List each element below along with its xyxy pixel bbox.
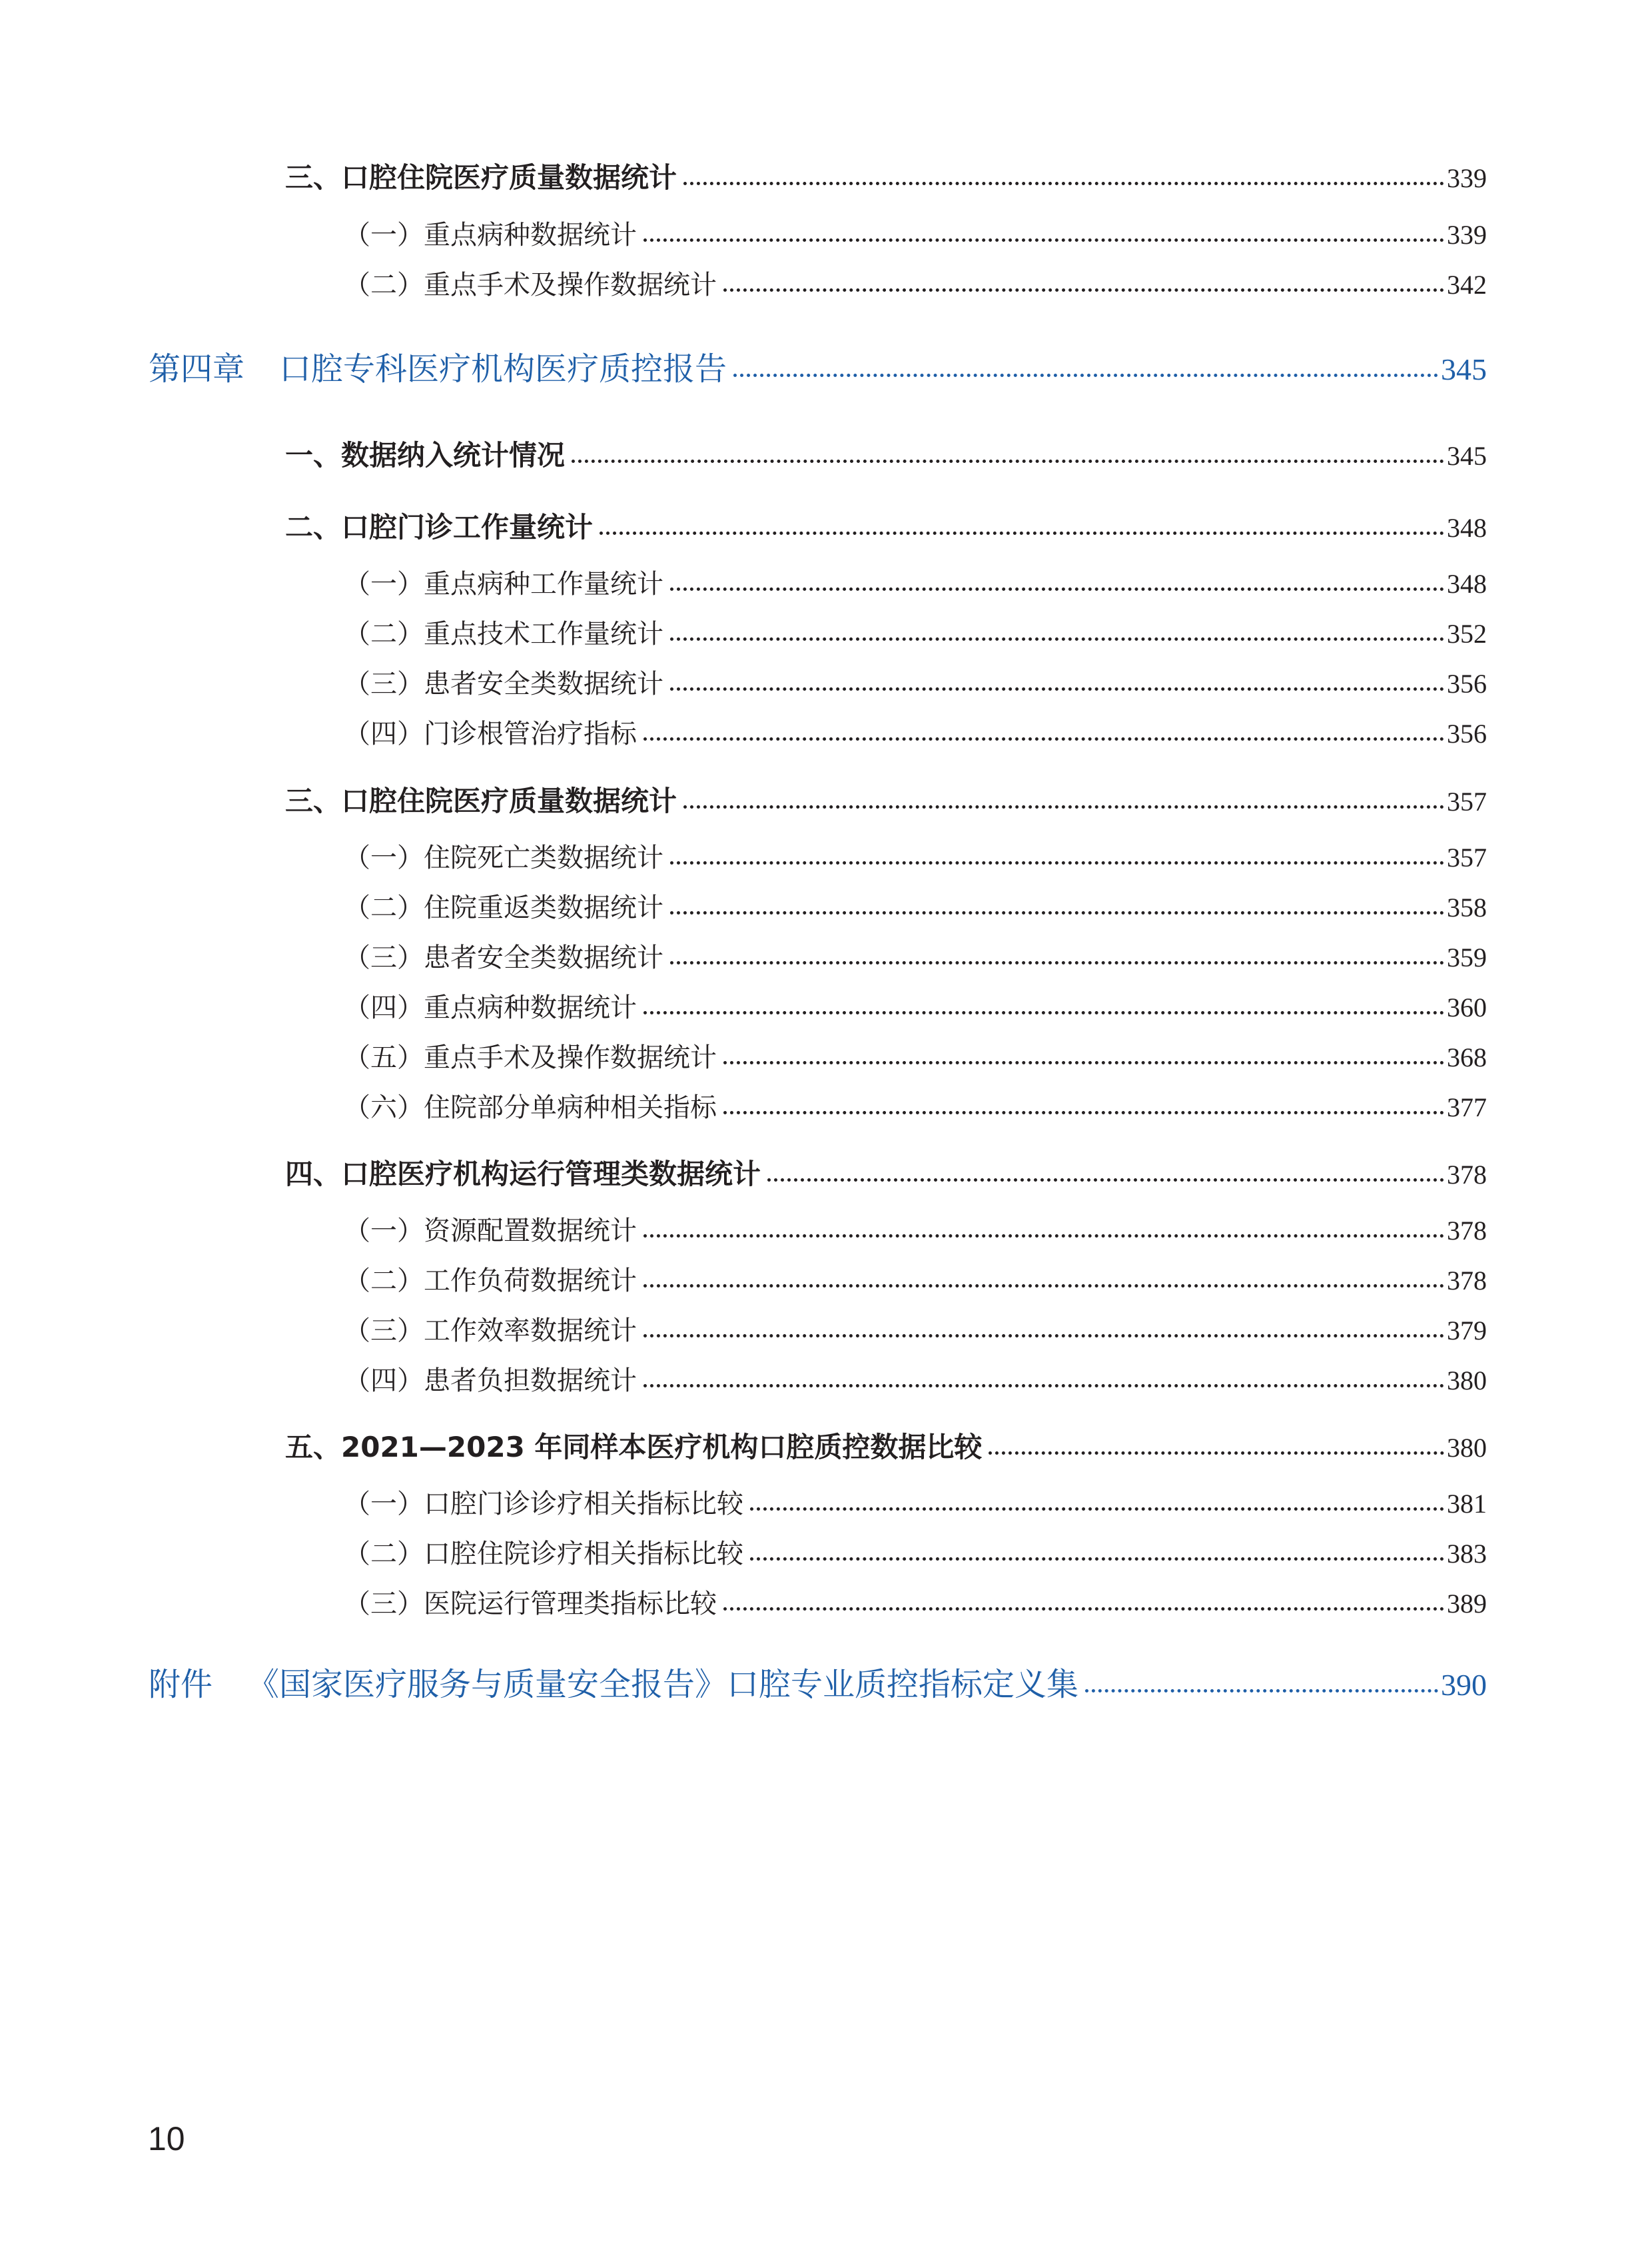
- toc-entry-page: 378: [1447, 1266, 1487, 1296]
- appendix-prefix: 附件: [149, 1666, 213, 1703]
- toc-entry-section[interactable]: [285, 511, 1487, 544]
- toc-entry-page: 339: [1447, 220, 1487, 250]
- dot-leader: [683, 182, 1444, 185]
- dot-leader: [670, 911, 1444, 915]
- toc-entry-label: （四）患者负担数据统计: [344, 1365, 637, 1396]
- toc-entry-page: 345: [1447, 441, 1487, 471]
- toc-entry-label: （三）患者安全类数据统计: [344, 669, 663, 699]
- toc-entry-label: （六）住院部分单病种相关指标: [344, 1092, 717, 1123]
- toc-entry-section[interactable]: [285, 161, 1487, 194]
- toc-entry-label: （二）重点手术及操作数据统计: [344, 270, 717, 300]
- toc-entry-label: （四）重点病种数据统计: [344, 992, 637, 1023]
- chapter-number: 第四章: [149, 350, 245, 388]
- toc-entry-subsection[interactable]: [344, 845, 1487, 871]
- toc-entry-label: （一）资源配置数据统计: [344, 1216, 637, 1246]
- toc-entry-label: 三、口腔住院医疗质量数据统计: [285, 785, 677, 817]
- dot-leader: [750, 1557, 1444, 1561]
- toc-entry-subsection[interactable]: [344, 1268, 1487, 1294]
- toc-entry-subsection[interactable]: [344, 1591, 1487, 1617]
- toc-entry-page: 357: [1447, 787, 1487, 817]
- toc-entry-chapter[interactable]: [149, 350, 1487, 388]
- toc-entry-page: 379: [1447, 1315, 1487, 1345]
- toc-entry-appendix[interactable]: [149, 1666, 1487, 1703]
- toc-entry-subsection[interactable]: [344, 994, 1487, 1021]
- toc-entry-label: （一）重点病种工作量统计: [344, 569, 663, 599]
- toc-entry-page: 358: [1447, 893, 1487, 923]
- appendix-title: 《国家医疗服务与质量安全报告》口腔专业质控指标定义集: [247, 1666, 1079, 1703]
- toc-entry-label: （四）门诊根管治疗指标: [344, 719, 637, 749]
- dot-leader: [643, 1284, 1444, 1288]
- toc-entry-label: （二）工作负荷数据统计: [344, 1266, 637, 1296]
- toc-entry-subsection[interactable]: [344, 895, 1487, 921]
- toc-entry-label: 四、口腔医疗机构运行管理类数据统计: [285, 1158, 761, 1190]
- dot-leader: [723, 1111, 1444, 1114]
- toc-entry-label: （三）患者安全类数据统计: [344, 942, 663, 973]
- dot-leader: [723, 1061, 1444, 1064]
- dot-leader: [643, 238, 1444, 242]
- toc-entry-page: 357: [1447, 843, 1487, 873]
- toc-entry-subsection[interactable]: [344, 1367, 1487, 1394]
- dot-leader: [670, 637, 1444, 641]
- toc-entry-page: 356: [1447, 719, 1487, 749]
- chapter-title: 口腔专科医疗机构医疗质控报告: [279, 350, 727, 388]
- toc-entry-label: （二）重点技术工作量统计: [344, 619, 663, 649]
- toc-entry-subsection[interactable]: [344, 944, 1487, 971]
- toc-entry-section[interactable]: [285, 787, 1487, 815]
- dot-leader: [670, 861, 1444, 865]
- dot-leader: [733, 374, 1438, 377]
- dot-leader: [670, 587, 1444, 591]
- toc-entry-section[interactable]: [285, 439, 1487, 472]
- toc-entry-label: （三）医院运行管理类指标比较: [344, 1589, 717, 1619]
- dot-leader: [643, 1384, 1444, 1387]
- dot-leader: [723, 1607, 1444, 1611]
- toc-entry-label-group: [149, 1666, 1079, 1703]
- toc-entry-label: 三、口腔住院医疗质量数据统计: [285, 161, 677, 194]
- dot-leader: [989, 1451, 1444, 1455]
- toc-entry-subsection[interactable]: [344, 621, 1487, 647]
- toc-entry-label: 一、数据纳入统计情况: [285, 439, 566, 472]
- toc-entry-section[interactable]: [285, 1160, 1487, 1188]
- toc-entry-label: （一）住院死亡类数据统计: [344, 843, 663, 873]
- toc-entry-subsection[interactable]: [344, 1491, 1487, 1517]
- toc-entry-subsection[interactable]: [344, 1094, 1487, 1121]
- toc-entry-subsection[interactable]: [344, 1317, 1487, 1344]
- toc-entry-label: 二、口腔门诊工作量统计: [285, 511, 594, 544]
- toc-entry-page: 378: [1447, 1216, 1487, 1246]
- toc-entry-section[interactable]: [285, 1433, 1487, 1461]
- dot-leader: [683, 805, 1444, 809]
- toc-entry-subsection[interactable]: [344, 222, 1487, 248]
- toc-entry-page: 356: [1447, 669, 1487, 699]
- toc-entry-page: 359: [1447, 942, 1487, 972]
- dot-leader: [643, 1334, 1444, 1337]
- toc-entry-subsection[interactable]: [344, 721, 1487, 747]
- dot-leader: [767, 1178, 1444, 1182]
- toc-entry-page: 352: [1447, 619, 1487, 649]
- toc-entry-label: （一）口腔门诊诊疗相关指标比较: [344, 1489, 743, 1519]
- toc-entry-label: （五）重点手术及操作数据统计: [344, 1042, 717, 1073]
- toc-entry-page: 348: [1447, 569, 1487, 599]
- dot-leader: [750, 1507, 1444, 1511]
- toc-entry-page: 378: [1447, 1160, 1487, 1190]
- dot-leader: [643, 1234, 1444, 1238]
- toc-entry-page: 383: [1447, 1539, 1487, 1569]
- toc-entry-subsection[interactable]: [344, 1044, 1487, 1071]
- dot-leader: [600, 532, 1444, 535]
- toc-entry-label: 五、2021—2023 年同样本医疗机构口腔质控数据比较: [285, 1431, 983, 1463]
- toc-entry-subsection[interactable]: [344, 1541, 1487, 1567]
- page-number: 10: [148, 2120, 185, 2157]
- toc-entry-page: 368: [1447, 1042, 1487, 1072]
- toc-entry-label-group: [149, 350, 727, 388]
- toc-entry-label: （二）住院重返类数据统计: [344, 893, 663, 923]
- toc-entry-subsection[interactable]: [344, 671, 1487, 697]
- dot-leader: [643, 737, 1444, 741]
- dot-leader: [670, 687, 1444, 691]
- toc-entry-subsection[interactable]: [344, 272, 1487, 298]
- toc-entry-page: 348: [1447, 513, 1487, 543]
- toc-entry-page: 342: [1447, 270, 1487, 300]
- toc-entry-page: 380: [1447, 1365, 1487, 1395]
- toc-entry-page: 377: [1447, 1092, 1487, 1122]
- dot-leader: [643, 1011, 1444, 1014]
- toc-entry-page: 390: [1441, 1668, 1487, 1702]
- toc-entry-page: 381: [1447, 1489, 1487, 1519]
- toc-entry-page: 339: [1447, 163, 1487, 193]
- toc-entry-subsection[interactable]: [344, 571, 1487, 597]
- dot-leader: [723, 288, 1444, 292]
- toc-entry-label: （二）口腔住院诊疗相关指标比较: [344, 1539, 743, 1569]
- toc-entry-page: 345: [1441, 352, 1487, 386]
- toc-entry-label: （三）工作效率数据统计: [344, 1315, 637, 1346]
- toc-entry-label: （一）重点病种数据统计: [344, 220, 637, 250]
- toc-entry-subsection[interactable]: [344, 1218, 1487, 1244]
- toc-entry-page: 360: [1447, 992, 1487, 1022]
- dot-leader: [670, 961, 1444, 964]
- dot-leader: [572, 460, 1444, 463]
- toc-entry-page: 380: [1447, 1433, 1487, 1463]
- toc-entry-page: 389: [1447, 1589, 1487, 1619]
- dot-leader: [1085, 1689, 1438, 1692]
